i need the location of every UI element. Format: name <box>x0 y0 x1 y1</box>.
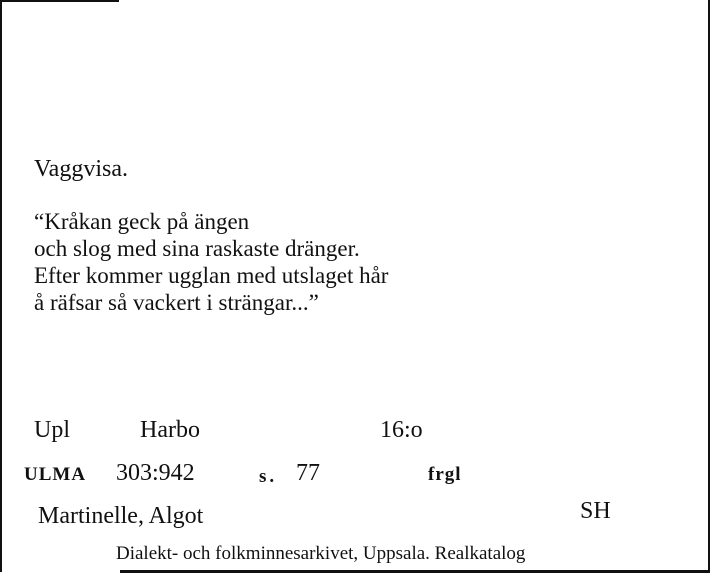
card-border-bottom <box>120 570 710 573</box>
verse-line: Efter kommer ugglan med utslaget hår <box>34 263 389 288</box>
map-code: 16:o <box>380 417 423 443</box>
archive-footer: Dialekt- och folkminnesarkivet, Uppsala. Realkatalog <box>116 543 526 564</box>
card-title: Vaggvisa. <box>34 156 128 182</box>
card-border-top <box>0 0 119 2</box>
category-code: frgl <box>428 464 462 485</box>
informant-name: Martinelle, Algot <box>38 503 204 529</box>
verse-text <box>34 208 388 316</box>
page-prefix: s. <box>259 466 278 487</box>
parish-name: Harbo <box>140 417 200 443</box>
card-border-right <box>708 0 710 572</box>
verse-line: och slog med sina raskaste dränger. <box>34 236 360 261</box>
region-code: Upl <box>34 417 70 443</box>
archive-label: ULMA <box>24 464 87 485</box>
archive-number: 303:942 <box>116 460 195 486</box>
collector-initials: SH <box>580 498 611 524</box>
verse-line: å räfsar så vackert i strängar...” <box>34 290 319 315</box>
verse-line: “Kråkan geck på ängen <box>34 209 250 234</box>
page-number: 77 <box>296 460 320 486</box>
card-border-left <box>0 0 2 572</box>
